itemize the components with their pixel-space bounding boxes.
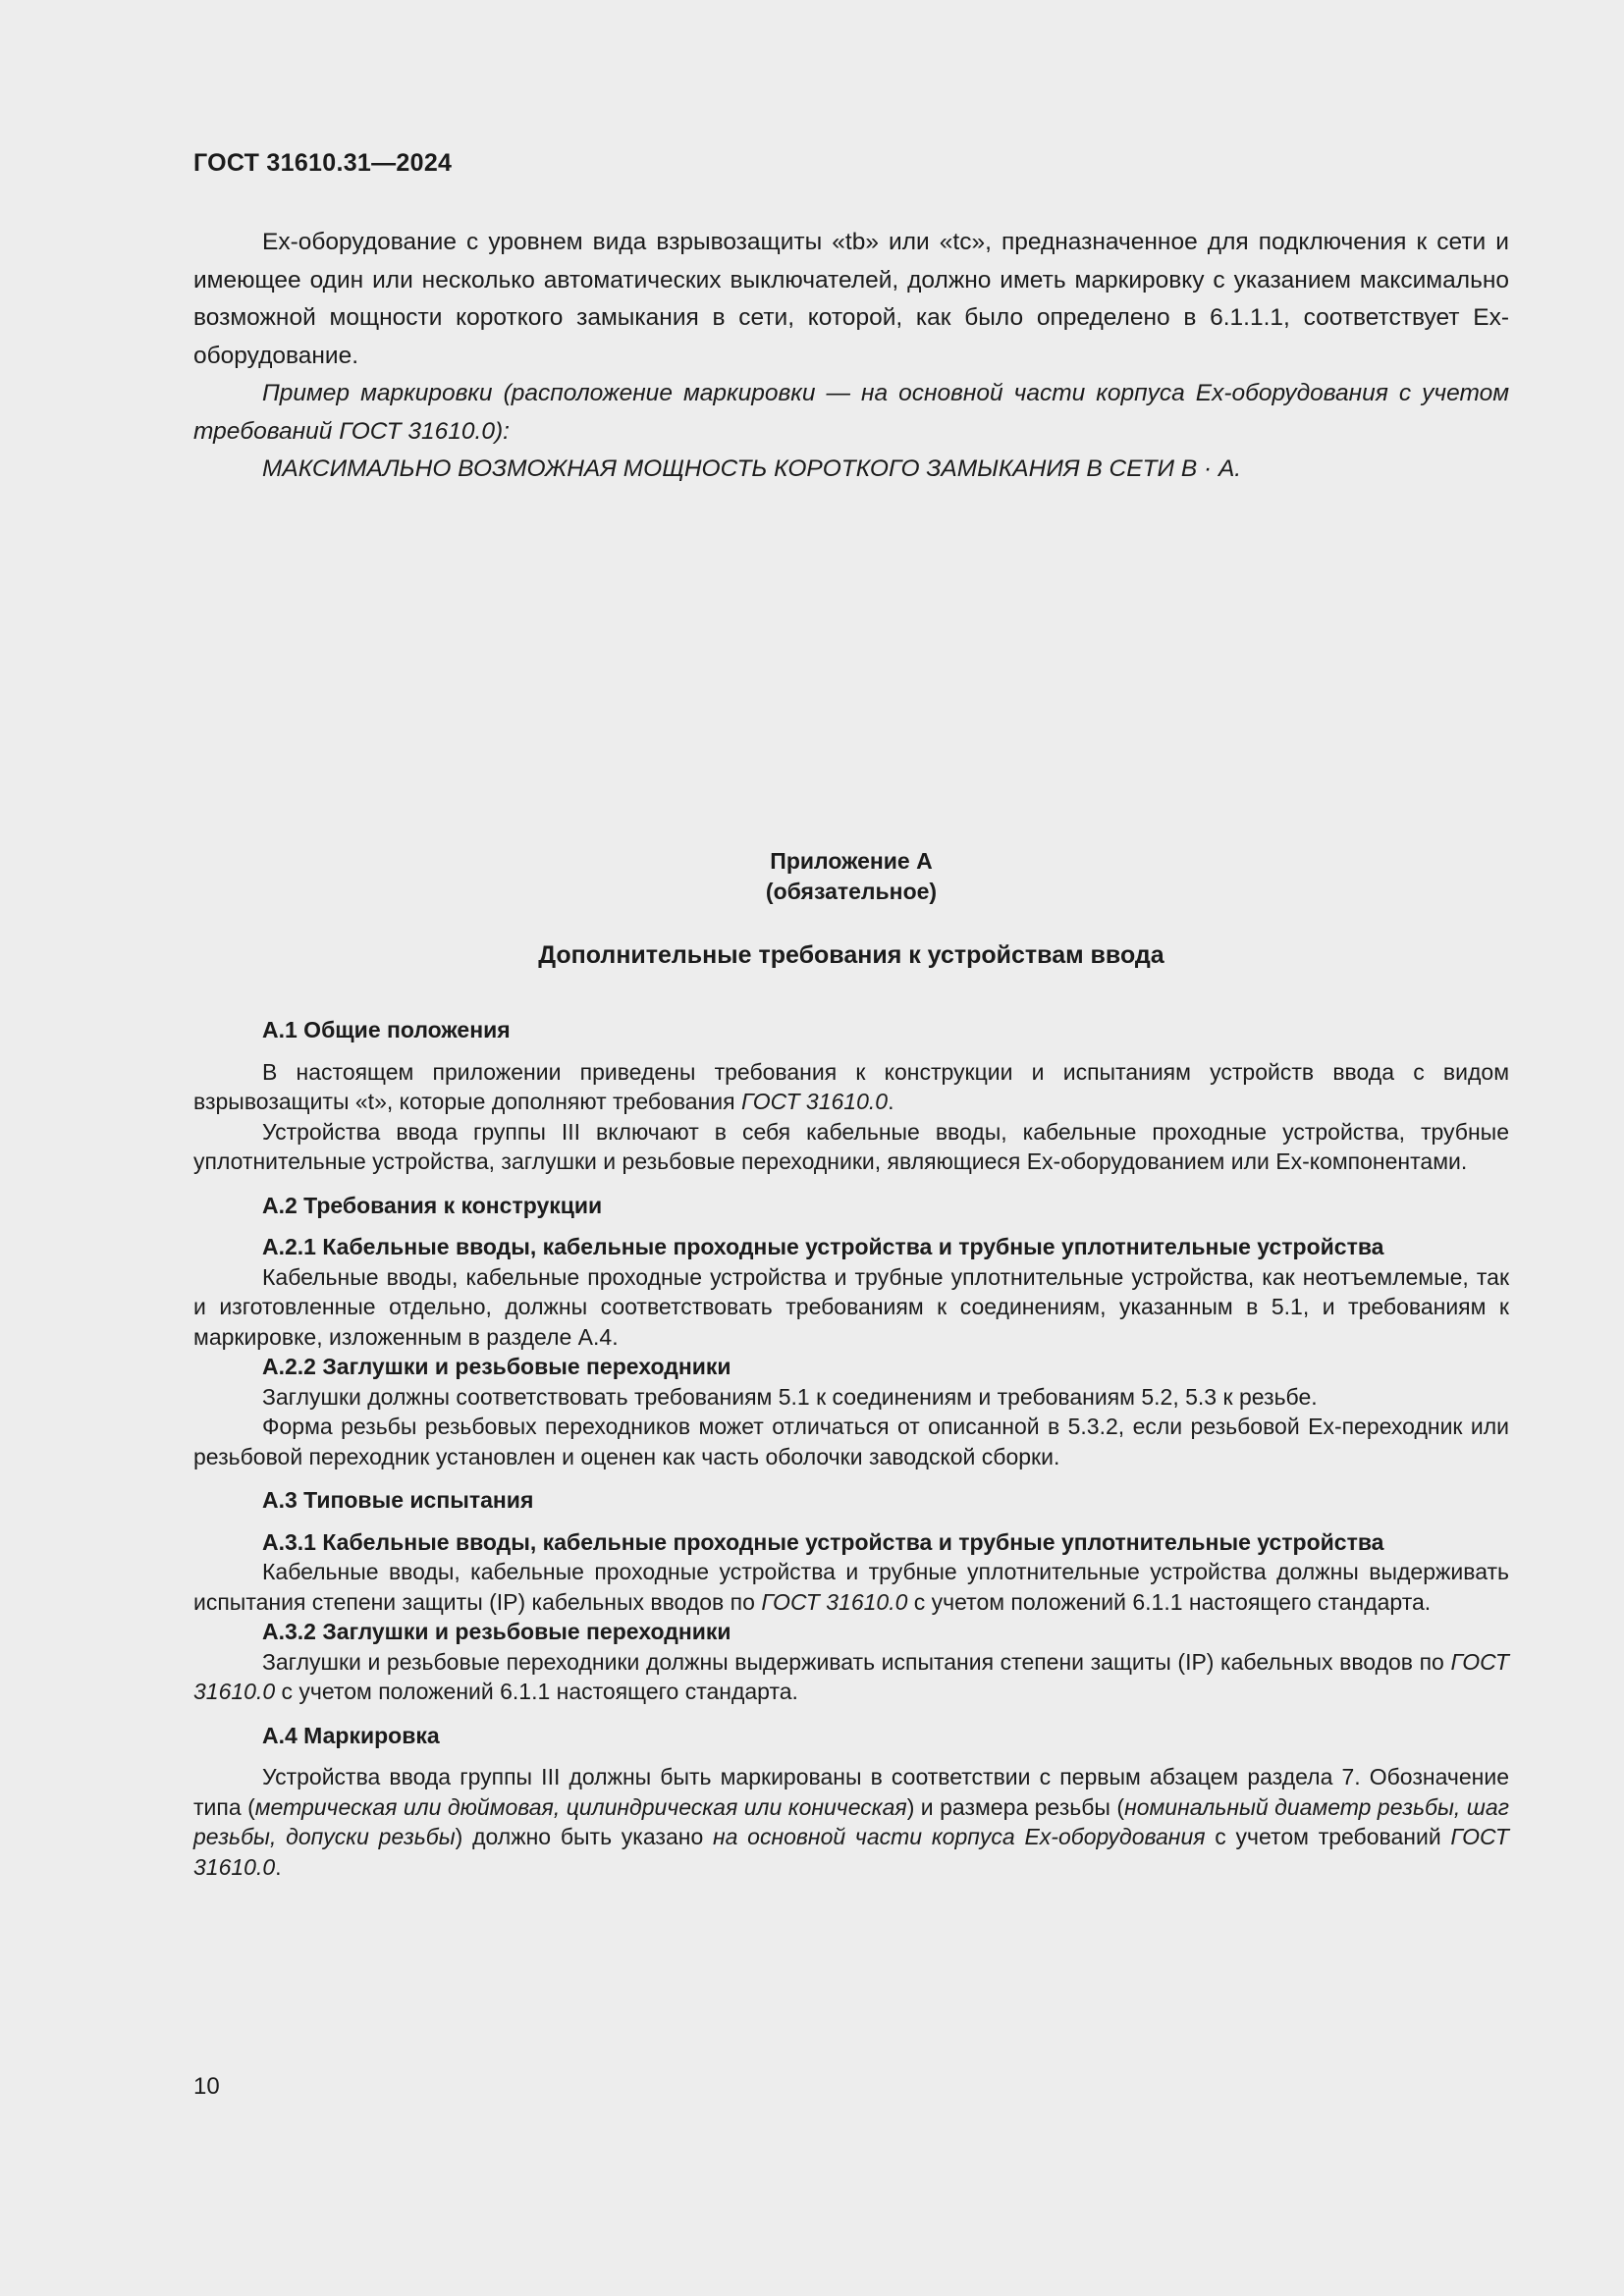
marking-example-text: МАКСИМАЛЬНО ВОЗМОЖНАЯ МОЩНОСТЬ КОРОТКОГО ЗАМЫКАНИЯ В СЕТИ В · А. — [262, 455, 1242, 482]
section-a2-2-heading: А.2.2 Заглушки и резьбовые переходники — [262, 1354, 731, 1379]
section-a3-heading: А.3 Типовые испытания — [262, 1487, 534, 1513]
intro-block — [193, 224, 1509, 489]
section-a2-1-text: Кабельные вводы, кабельные проходные устройства и трубные уплотнительные устройства, как неотъемлемые, так и изготовленные отдельно, должны соответствовать требованиям к соединениям, указанным в 5.1, и требованиям к маркировке, изложенным в разделе А.4. — [193, 1263, 1509, 1350]
section-a2-2-text-2: Форма резьбы резьбовых переходников может отличаться от описанной в 5.3.2, если резьбовой Ex-переходник или резьбовой переходник установлен и оценен как часть оболочки заводской сборки. — [193, 1414, 1509, 1469]
section-a2-heading: А.2 Требования к конструкции — [262, 1192, 603, 1218]
annex-body — [193, 1015, 1509, 1882]
section-a3-1-heading: А.3.1 Кабельные вводы, кабельные проходные устройства и трубные уплотнительные устройства — [262, 1528, 1384, 1555]
annex-title-block — [193, 846, 1509, 907]
section-a3-2-text: Заглушки и резьбовые переходники должны выдерживать испытания степени защиты (IP) кабельных вводов по ГОСТ 31610.0 с учетом положений 6.1.1 настоящего стандарта. — [193, 1648, 1509, 1704]
section-a2-2-text-1: Заглушки должны соответствовать требованиям 5.1 к соединениям и требованиям 5.2, 5.3 к резьбе. — [262, 1383, 1318, 1410]
section-a1-paragraph-2: Устройства ввода группы III включают в себя кабельные вводы, кабельные проходные устройства, трубные уплотнительные устройства, заглушки и резьбовые переходники, являющиеся Ex-оборудованием или Ex-компонентами. — [193, 1118, 1509, 1174]
section-a3-2-heading: А.3.2 Заглушки и резьбовые переходники — [262, 1619, 731, 1644]
marking-example-label: Пример маркировки (расположение маркировки — на основной части корпуса Ex-оборудования с учетом требований ГОСТ 31610.0): — [193, 380, 1509, 445]
page-number: 10 — [193, 2073, 220, 2100]
document-code: ГОСТ 31610.31—2024 — [193, 149, 453, 177]
section-a1-heading: А.1 Общие положения — [262, 1017, 511, 1042]
section-a4-text: Устройства ввода группы III должны быть маркированы в соответствии с первым абзацем раздела 7. Обозначение типа (метрическая или дюймовая, цилиндрическая или коническая) и размера резьбы (номинальный диаметр резьбы, шаг резьбы, допуски резьбы) должно быть указано на основной части корпуса Ex-оборудования с учетом требований ГОСТ 31610.0. — [193, 1764, 1509, 1880]
section-a3-1-text: Кабельные вводы, кабельные проходные устройства и трубные уплотнительные устройства должны выдерживать испытания степени защиты (IP) кабельных вводов по ГОСТ 31610.0 с учетом положений 6.1.1 настоящего стандарта. — [193, 1559, 1509, 1615]
annex-status: (обязательное) — [765, 879, 938, 904]
section-a4-heading: А.4 Маркировка — [262, 1722, 440, 1748]
annex-heading: Дополнительные требования к устройствам ввода — [538, 941, 1164, 969]
section-a1-paragraph-1: В настоящем приложении приведены требования к конструкции и испытаниям устройств ввода с видом взрывозащиты «t», которые дополняют требования ГОСТ 31610.0. — [193, 1058, 1509, 1114]
intro-paragraph: Ex-оборудование с уровнем вида взрывозащиты «tb» или «tc», предназначенное для подключения к сети и имеющее один или несколько автоматических выключателей, должно иметь маркировку с указанием максимально возможной мощности короткого замыкания в сети, которой, как было определено в 6.1.1.1, соответствует Ex-оборудование. — [193, 229, 1509, 369]
annex-title: Приложение А — [770, 848, 933, 874]
section-a2-1-heading: А.2.1 Кабельные вводы, кабельные проходные устройства и трубные уплотнительные устройства — [262, 1234, 1384, 1259]
